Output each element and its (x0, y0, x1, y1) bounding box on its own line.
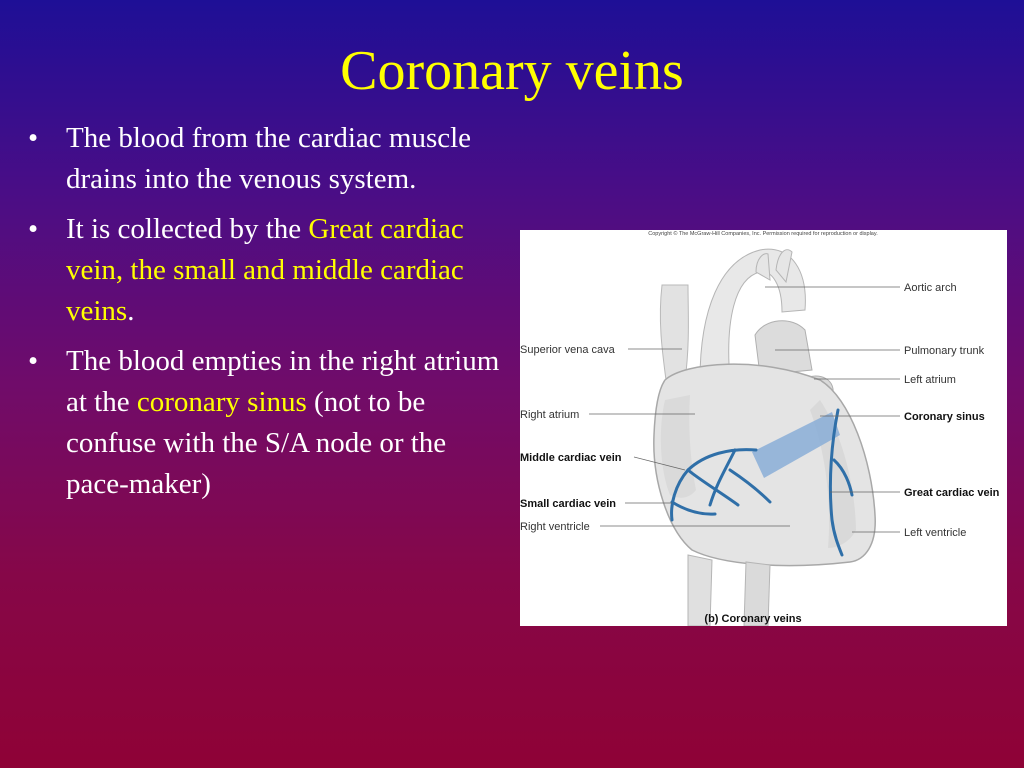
heart-illustration (520, 230, 1007, 626)
slide-title: Coronary veins (340, 40, 684, 102)
label-middle-cardiac-vein: Middle cardiac vein (520, 452, 622, 464)
label-left-atrium: Left atrium (904, 374, 956, 386)
label-right-ventricle: Right ventricle (520, 521, 590, 533)
highlight-text: coronary sinus (136, 386, 307, 418)
bullet-text: The blood empties in the right atrium at the (66, 345, 500, 418)
label-aortic-arch: Aortic arch (904, 282, 957, 294)
bullet-dot: • (28, 213, 39, 245)
label-superior-vena-cava: Superior vena cava (520, 344, 615, 356)
copyright-notice: Copyright © The McGraw-Hill Companies, Inc. Permission required for reproduction or display. (648, 231, 878, 237)
bullet-list (28, 118, 510, 514)
label-great-cardiac-vein: Great cardiac vein (904, 487, 1000, 499)
bullet-text: . (127, 295, 135, 327)
highlight-text: Great cardiac vein, the small and middle cardiac veins (66, 213, 464, 327)
bullet-dot: • (28, 345, 39, 377)
bullet-dot: • (28, 122, 39, 154)
label-right-atrium: Right atrium (520, 409, 580, 421)
bullet-text: (not to be confuse with the S/A node or the pace-maker) (66, 386, 447, 500)
bullet-text: It is collected by the (66, 213, 309, 245)
label-left-ventricle: Left ventricle (904, 527, 967, 539)
bullet-item (28, 118, 510, 200)
figure-caption: (b) Coronary veins (704, 613, 802, 625)
superior-vena-cava-shape (660, 285, 688, 380)
heart-diagram (520, 230, 1007, 626)
label-small-cardiac-vein: Small cardiac vein (520, 498, 616, 510)
bullet-item (28, 341, 510, 505)
label-coronary-sinus: Coronary sinus (904, 411, 985, 423)
bullet-item (28, 209, 510, 332)
label-pulmonary-trunk: Pulmonary trunk (904, 345, 985, 357)
bullet-text: The blood from the cardiac muscle drains into the venous system. (66, 122, 472, 195)
